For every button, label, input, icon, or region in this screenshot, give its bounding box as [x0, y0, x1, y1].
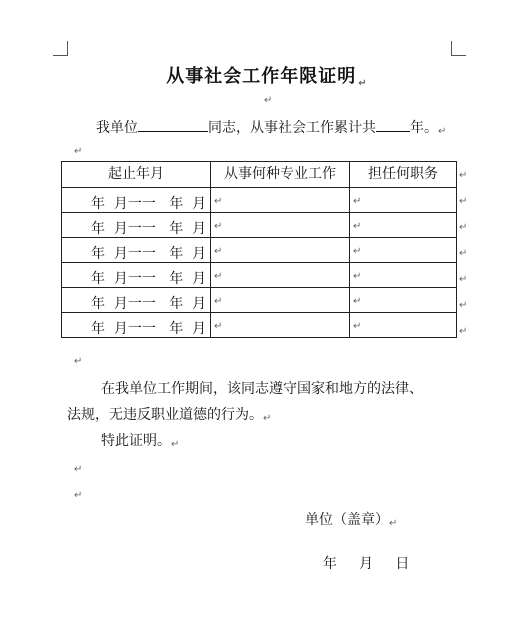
- position-cell: [350, 213, 457, 238]
- cell-mark: ↵: [214, 296, 223, 307]
- table-row: [62, 313, 457, 338]
- cell-mark: ↵: [353, 221, 362, 232]
- cell-mark: ↵: [214, 271, 223, 282]
- header-period: 起止年月: [108, 166, 164, 182]
- signature-date-line: [305, 537, 409, 591]
- row-end-mark: ↵: [459, 222, 468, 233]
- paragraph-mark: ↵: [74, 356, 83, 367]
- period-cell: [62, 288, 211, 313]
- table-row: [62, 188, 457, 213]
- position-cell: [350, 313, 457, 338]
- compliance-paragraph-line2: [67, 406, 271, 424]
- signature-unit-line: [305, 511, 397, 529]
- row-end-mark: ↵: [459, 170, 468, 181]
- period-text: 年 月一一 年 月: [91, 271, 207, 287]
- service-years-line: [96, 117, 446, 137]
- paragraph-mark: ↵: [171, 439, 180, 450]
- period-text: 年 月一一 年 月: [91, 246, 207, 262]
- table-row: [62, 213, 457, 238]
- years-blank: [376, 117, 410, 132]
- period-text: 年 月一一 年 月: [91, 221, 207, 237]
- row-end-mark: ↵: [459, 326, 468, 337]
- cell-mark: ↵: [353, 321, 362, 332]
- paragraph-mark: ↵: [74, 464, 83, 475]
- cell-mark: ↵: [214, 196, 223, 207]
- table-row: [62, 263, 457, 288]
- work-type-cell: [211, 213, 350, 238]
- line1-suffix: 年。: [410, 120, 438, 136]
- table-row: [62, 288, 457, 313]
- cell-mark: ↵: [353, 196, 362, 207]
- position-cell: [350, 238, 457, 263]
- period-cell: [62, 263, 211, 288]
- compliance-paragraph-line1: [101, 380, 423, 398]
- row-end-mark: ↵: [459, 248, 468, 259]
- period-cell: [62, 213, 211, 238]
- cell-mark: ↵: [214, 246, 223, 257]
- period-text: 年 月一一 年 月: [91, 321, 207, 337]
- period-text: 年 月一一 年 月: [91, 296, 207, 312]
- certification-line: [101, 432, 179, 450]
- table-header-cell: [62, 162, 211, 188]
- row-end-mark: ↵: [459, 196, 468, 207]
- table-header-row: [62, 162, 457, 188]
- table-header-cell: [350, 162, 457, 188]
- table-header-cell: [211, 162, 350, 188]
- paragraph-mark: ↵: [438, 126, 447, 137]
- position-cell: [350, 188, 457, 213]
- line1-middle: 同志，从事社会工作累计共: [208, 120, 376, 136]
- work-type-cell: [211, 288, 350, 313]
- paragraph1-line2: 法规，无违反职业道德的行为。: [67, 407, 263, 423]
- row-end-mark: ↵: [459, 274, 468, 285]
- table-row: [62, 238, 457, 263]
- work-type-cell: [211, 188, 350, 213]
- signature-unit: 单位（盖章）: [305, 512, 389, 528]
- cell-mark: ↵: [214, 321, 223, 332]
- period-cell: [62, 238, 211, 263]
- header-position: 担任何职务: [368, 166, 438, 182]
- signature-date: 年 月 日: [322, 556, 410, 572]
- margin-corner-top-left: [53, 41, 68, 56]
- certification-text: 特此证明。: [101, 433, 171, 449]
- row-end-mark: ↵: [459, 300, 468, 311]
- margin-corner-top-right: [451, 41, 466, 56]
- paragraph-mark: ↵: [74, 490, 83, 501]
- work-type-cell: [211, 313, 350, 338]
- work-history-table: [61, 161, 457, 338]
- document-title: [0, 62, 532, 88]
- period-cell: [62, 313, 211, 338]
- cell-mark: ↵: [353, 271, 362, 282]
- line1-prefix: 我单位: [96, 120, 138, 136]
- paragraph-mark: ↵: [74, 146, 83, 157]
- paragraph-mark: ↵: [263, 413, 272, 424]
- position-cell: [350, 288, 457, 313]
- position-cell: [350, 263, 457, 288]
- period-cell: [62, 188, 211, 213]
- paragraph1-line1: 在我单位工作期间，该同志遵守国家和地方的法律、: [101, 381, 423, 397]
- paragraph-mark: ↵: [264, 95, 273, 106]
- cell-mark: ↵: [353, 296, 362, 307]
- title-text: 从事社会工作年限证明: [166, 66, 357, 87]
- paragraph-mark: ↵: [389, 518, 398, 529]
- work-type-cell: [211, 238, 350, 263]
- name-blank: [138, 117, 208, 132]
- work-type-cell: [211, 263, 350, 288]
- paragraph-mark: ↵: [358, 78, 368, 89]
- cell-mark: ↵: [214, 221, 223, 232]
- header-work-type: 从事何种专业工作: [224, 166, 336, 182]
- period-text: 年 月一一 年 月: [91, 196, 207, 212]
- cell-mark: ↵: [353, 246, 362, 257]
